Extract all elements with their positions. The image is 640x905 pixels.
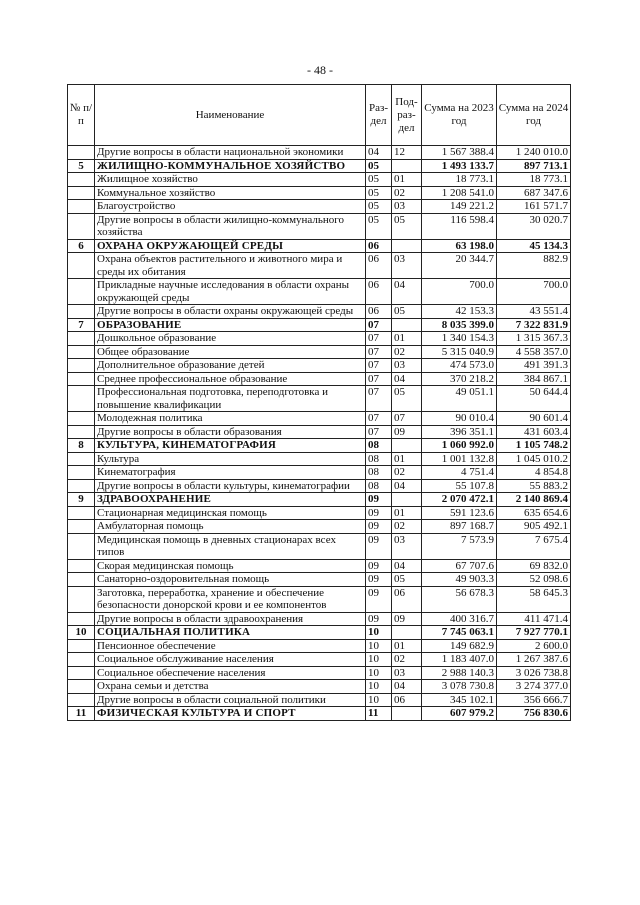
row-sum-2023: 42 153.3 bbox=[422, 305, 497, 319]
row-sum-2023: 7 745 063.1 bbox=[422, 626, 497, 640]
row-number bbox=[68, 386, 95, 412]
row-name: Молодежная политика bbox=[95, 412, 366, 426]
row-razdel: 07 bbox=[366, 332, 392, 346]
header-name: Наименование bbox=[95, 85, 366, 146]
table-body bbox=[68, 146, 571, 721]
row-razdel: 10 bbox=[366, 666, 392, 680]
table-row bbox=[68, 693, 571, 707]
row-name: Стационарная медицинская помощь bbox=[95, 506, 366, 520]
row-number bbox=[68, 466, 95, 480]
row-number bbox=[68, 559, 95, 573]
row-name: Скорая медицинская помощь bbox=[95, 559, 366, 573]
row-sum-2024: 45 134.3 bbox=[497, 239, 571, 253]
row-razdel: 06 bbox=[366, 279, 392, 305]
row-sum-2024: 411 471.4 bbox=[497, 612, 571, 626]
row-number: 5 bbox=[68, 159, 95, 173]
row-sum-2023: 1 208 541.0 bbox=[422, 186, 497, 200]
row-sum-2023: 1 001 132.8 bbox=[422, 452, 497, 466]
row-name: Другие вопросы в области культуры, кинематографии bbox=[95, 479, 366, 493]
row-podrazdel bbox=[392, 626, 422, 640]
row-sum-2024: 7 675.4 bbox=[497, 533, 571, 559]
row-sum-2024: 4 558 357.0 bbox=[497, 345, 571, 359]
row-sum-2024: 69 832.0 bbox=[497, 559, 571, 573]
row-sum-2023: 1 183 407.0 bbox=[422, 653, 497, 667]
table-row bbox=[68, 653, 571, 667]
table-row bbox=[68, 186, 571, 200]
table-row bbox=[68, 279, 571, 305]
section-row bbox=[68, 439, 571, 453]
table-row bbox=[68, 452, 571, 466]
header-num: № п/п bbox=[68, 85, 95, 146]
row-number bbox=[68, 533, 95, 559]
row-podrazdel bbox=[392, 493, 422, 507]
row-sum-2023: 370 218.2 bbox=[422, 372, 497, 386]
row-sum-2024: 50 644.4 bbox=[497, 386, 571, 412]
row-razdel: 08 bbox=[366, 479, 392, 493]
row-number: 6 bbox=[68, 239, 95, 253]
row-razdel: 09 bbox=[366, 520, 392, 534]
row-sum-2023: 4 751.4 bbox=[422, 466, 497, 480]
row-razdel: 07 bbox=[366, 359, 392, 373]
row-number bbox=[68, 253, 95, 279]
row-podrazdel: 04 bbox=[392, 479, 422, 493]
row-name: Прикладные научные исследования в области охраны окружающей среды bbox=[95, 279, 366, 305]
row-podrazdel: 04 bbox=[392, 559, 422, 573]
row-razdel: 07 bbox=[366, 425, 392, 439]
table-row bbox=[68, 386, 571, 412]
row-podrazdel: 03 bbox=[392, 533, 422, 559]
row-name: Коммунальное хозяйство bbox=[95, 186, 366, 200]
row-sum-2024: 161 571.7 bbox=[497, 200, 571, 214]
row-podrazdel: 09 bbox=[392, 425, 422, 439]
row-number bbox=[68, 506, 95, 520]
row-sum-2023: 345 102.1 bbox=[422, 693, 497, 707]
row-razdel: 09 bbox=[366, 612, 392, 626]
table-row bbox=[68, 533, 571, 559]
table-row bbox=[68, 412, 571, 426]
row-podrazdel: 01 bbox=[392, 173, 422, 187]
table-row bbox=[68, 425, 571, 439]
row-podrazdel bbox=[392, 439, 422, 453]
table-row bbox=[68, 200, 571, 214]
row-razdel: 09 bbox=[366, 506, 392, 520]
row-sum-2023: 90 010.4 bbox=[422, 412, 497, 426]
row-podrazdel: 03 bbox=[392, 200, 422, 214]
row-sum-2024: 1 267 387.6 bbox=[497, 653, 571, 667]
row-razdel: 09 bbox=[366, 586, 392, 612]
row-sum-2023: 49 903.3 bbox=[422, 573, 497, 587]
row-number bbox=[68, 693, 95, 707]
row-name: Дополнительное образование детей bbox=[95, 359, 366, 373]
row-number bbox=[68, 372, 95, 386]
header-razdel: Раз-дел bbox=[366, 85, 392, 146]
row-number bbox=[68, 639, 95, 653]
table-row bbox=[68, 680, 571, 694]
table-row bbox=[68, 146, 571, 160]
row-number bbox=[68, 305, 95, 319]
row-razdel: 07 bbox=[366, 345, 392, 359]
row-number bbox=[68, 186, 95, 200]
page-number: - 48 - bbox=[307, 63, 333, 77]
row-number bbox=[68, 359, 95, 373]
row-sum-2024: 384 867.1 bbox=[497, 372, 571, 386]
row-number bbox=[68, 200, 95, 214]
row-number bbox=[68, 612, 95, 626]
row-name: ЗДРАВООХРАНЕНИЕ bbox=[95, 493, 366, 507]
row-razdel: 07 bbox=[366, 386, 392, 412]
row-name: Амбулаторная помощь bbox=[95, 520, 366, 534]
row-podrazdel: 01 bbox=[392, 506, 422, 520]
row-name: Социальное обслуживание населения bbox=[95, 653, 366, 667]
row-number bbox=[68, 680, 95, 694]
row-razdel: 06 bbox=[366, 253, 392, 279]
row-razdel: 09 bbox=[366, 573, 392, 587]
section-row bbox=[68, 707, 571, 721]
row-name: Пенсионное обеспечение bbox=[95, 639, 366, 653]
table-row bbox=[68, 586, 571, 612]
row-name: Охрана объектов растительного и животного мира и среды их обитания bbox=[95, 253, 366, 279]
row-sum-2024: 2 600.0 bbox=[497, 639, 571, 653]
row-name: Кинематография bbox=[95, 466, 366, 480]
row-razdel: 05 bbox=[366, 200, 392, 214]
table-header-row bbox=[68, 85, 571, 146]
row-name: Другие вопросы в области здравоохранения bbox=[95, 612, 366, 626]
row-sum-2023: 700.0 bbox=[422, 279, 497, 305]
table-row bbox=[68, 332, 571, 346]
row-podrazdel: 03 bbox=[392, 666, 422, 680]
row-sum-2023: 67 707.6 bbox=[422, 559, 497, 573]
row-podrazdel: 06 bbox=[392, 693, 422, 707]
row-razdel: 10 bbox=[366, 693, 392, 707]
row-podrazdel: 02 bbox=[392, 345, 422, 359]
row-number: 11 bbox=[68, 707, 95, 721]
row-razdel: 05 bbox=[366, 213, 392, 239]
row-sum-2023: 474 573.0 bbox=[422, 359, 497, 373]
row-razdel: 10 bbox=[366, 680, 392, 694]
row-sum-2023: 149 682.9 bbox=[422, 639, 497, 653]
row-razdel: 05 bbox=[366, 186, 392, 200]
row-sum-2024: 18 773.1 bbox=[497, 173, 571, 187]
row-sum-2024: 7 322 831.9 bbox=[497, 318, 571, 332]
row-razdel: 09 bbox=[366, 493, 392, 507]
row-number bbox=[68, 213, 95, 239]
row-sum-2023: 149 221.2 bbox=[422, 200, 497, 214]
row-razdel: 04 bbox=[366, 146, 392, 160]
table-row bbox=[68, 506, 571, 520]
row-number bbox=[68, 573, 95, 587]
section-row bbox=[68, 626, 571, 640]
row-podrazdel: 03 bbox=[392, 253, 422, 279]
row-razdel: 10 bbox=[366, 639, 392, 653]
table-row bbox=[68, 372, 571, 386]
row-razdel: 10 bbox=[366, 626, 392, 640]
row-sum-2023: 1 060 992.0 bbox=[422, 439, 497, 453]
row-number: 7 bbox=[68, 318, 95, 332]
row-sum-2024: 90 601.4 bbox=[497, 412, 571, 426]
table-row bbox=[68, 359, 571, 373]
row-razdel: 08 bbox=[366, 439, 392, 453]
header-sum-2024: Сумма на 2024 год bbox=[497, 85, 571, 146]
row-sum-2024: 3 026 738.8 bbox=[497, 666, 571, 680]
row-number bbox=[68, 452, 95, 466]
row-sum-2024: 1 045 010.2 bbox=[497, 452, 571, 466]
row-number bbox=[68, 412, 95, 426]
row-sum-2023: 49 051.1 bbox=[422, 386, 497, 412]
table-row bbox=[68, 639, 571, 653]
row-number: 8 bbox=[68, 439, 95, 453]
row-razdel: 11 bbox=[366, 707, 392, 721]
row-name: Профессиональная подготовка, переподготовка и повышение квалификации bbox=[95, 386, 366, 412]
row-podrazdel bbox=[392, 239, 422, 253]
row-sum-2024: 687 347.6 bbox=[497, 186, 571, 200]
row-sum-2024: 4 854.8 bbox=[497, 466, 571, 480]
row-podrazdel: 01 bbox=[392, 452, 422, 466]
row-razdel: 09 bbox=[366, 559, 392, 573]
row-sum-2024: 431 603.4 bbox=[497, 425, 571, 439]
table-row bbox=[68, 612, 571, 626]
row-sum-2024: 3 274 377.0 bbox=[497, 680, 571, 694]
row-sum-2023: 2 988 140.3 bbox=[422, 666, 497, 680]
row-sum-2024: 1 105 748.2 bbox=[497, 439, 571, 453]
row-number bbox=[68, 666, 95, 680]
row-name: Культура bbox=[95, 452, 366, 466]
row-sum-2023: 7 573.9 bbox=[422, 533, 497, 559]
row-number bbox=[68, 653, 95, 667]
row-sum-2023: 1 340 154.3 bbox=[422, 332, 497, 346]
row-name: Общее образование bbox=[95, 345, 366, 359]
row-razdel: 07 bbox=[366, 412, 392, 426]
row-podrazdel bbox=[392, 707, 422, 721]
row-sum-2023: 1 567 388.4 bbox=[422, 146, 497, 160]
row-podrazdel: 06 bbox=[392, 586, 422, 612]
row-razdel: 08 bbox=[366, 466, 392, 480]
row-name: Жилищное хозяйство bbox=[95, 173, 366, 187]
row-name: Другие вопросы в области охраны окружающей среды bbox=[95, 305, 366, 319]
section-row bbox=[68, 159, 571, 173]
row-sum-2024: 55 883.2 bbox=[497, 479, 571, 493]
row-podrazdel: 07 bbox=[392, 412, 422, 426]
row-sum-2023: 20 344.7 bbox=[422, 253, 497, 279]
table-row bbox=[68, 173, 571, 187]
row-number bbox=[68, 520, 95, 534]
row-sum-2024: 58 645.3 bbox=[497, 586, 571, 612]
header-podrazdel: Под-раз-дел bbox=[392, 85, 422, 146]
row-razdel: 07 bbox=[366, 318, 392, 332]
section-row bbox=[68, 239, 571, 253]
row-podrazdel: 09 bbox=[392, 612, 422, 626]
row-number bbox=[68, 279, 95, 305]
table-row bbox=[68, 666, 571, 680]
row-name: Заготовка, переработка, хранение и обеспечение безопасности донорской крови и ее компонентов bbox=[95, 586, 366, 612]
row-podrazdel: 04 bbox=[392, 372, 422, 386]
row-podrazdel: 12 bbox=[392, 146, 422, 160]
row-razdel: 09 bbox=[366, 533, 392, 559]
row-sum-2024: 2 140 869.4 bbox=[497, 493, 571, 507]
row-sum-2023: 56 678.3 bbox=[422, 586, 497, 612]
row-podrazdel: 02 bbox=[392, 520, 422, 534]
row-name: Медицинская помощь в дневных стационарах всех типов bbox=[95, 533, 366, 559]
row-name: Другие вопросы в области социальной политики bbox=[95, 693, 366, 707]
row-number bbox=[68, 425, 95, 439]
row-podrazdel: 01 bbox=[392, 332, 422, 346]
row-razdel: 07 bbox=[366, 372, 392, 386]
row-sum-2024: 7 927 770.1 bbox=[497, 626, 571, 640]
row-razdel: 05 bbox=[366, 159, 392, 173]
row-sum-2023: 400 316.7 bbox=[422, 612, 497, 626]
row-podrazdel: 04 bbox=[392, 279, 422, 305]
row-name: КУЛЬТУРА, КИНЕМАТОГРАФИЯ bbox=[95, 439, 366, 453]
row-sum-2023: 116 598.4 bbox=[422, 213, 497, 239]
table-row bbox=[68, 573, 571, 587]
row-podrazdel: 03 bbox=[392, 359, 422, 373]
row-name: Другие вопросы в области жилищно-коммунального хозяйства bbox=[95, 213, 366, 239]
table-row bbox=[68, 466, 571, 480]
row-sum-2023: 5 315 040.9 bbox=[422, 345, 497, 359]
section-row bbox=[68, 318, 571, 332]
row-sum-2024: 356 666.7 bbox=[497, 693, 571, 707]
row-podrazdel: 04 bbox=[392, 680, 422, 694]
row-sum-2024: 1 315 367.3 bbox=[497, 332, 571, 346]
row-name: Другие вопросы в области образования bbox=[95, 425, 366, 439]
row-sum-2024: 756 830.6 bbox=[497, 707, 571, 721]
row-razdel: 06 bbox=[366, 305, 392, 319]
row-number bbox=[68, 345, 95, 359]
row-name: Социальное обеспечение населения bbox=[95, 666, 366, 680]
row-number bbox=[68, 332, 95, 346]
row-sum-2023: 2 070 472.1 bbox=[422, 493, 497, 507]
row-name: Благоустройство bbox=[95, 200, 366, 214]
row-sum-2024: 43 551.4 bbox=[497, 305, 571, 319]
row-name: ЖИЛИЩНО-КОММУНАЛЬНОЕ ХОЗЯЙСТВО bbox=[95, 159, 366, 173]
row-podrazdel: 05 bbox=[392, 213, 422, 239]
row-podrazdel bbox=[392, 318, 422, 332]
row-number bbox=[68, 479, 95, 493]
row-razdel: 08 bbox=[366, 452, 392, 466]
row-podrazdel: 01 bbox=[392, 639, 422, 653]
row-sum-2023: 55 107.8 bbox=[422, 479, 497, 493]
row-name: Охрана семьи и детства bbox=[95, 680, 366, 694]
row-sum-2023: 591 123.6 bbox=[422, 506, 497, 520]
row-number bbox=[68, 586, 95, 612]
row-sum-2024: 1 240 010.0 bbox=[497, 146, 571, 160]
row-sum-2023: 8 035 399.0 bbox=[422, 318, 497, 332]
row-name: Санаторно-оздоровительная помощь bbox=[95, 573, 366, 587]
table-row bbox=[68, 253, 571, 279]
row-podrazdel bbox=[392, 159, 422, 173]
row-sum-2023: 396 351.1 bbox=[422, 425, 497, 439]
row-sum-2023: 3 078 730.8 bbox=[422, 680, 497, 694]
table-row bbox=[68, 213, 571, 239]
row-name: ОХРАНА ОКРУЖАЮЩЕЙ СРЕДЫ bbox=[95, 239, 366, 253]
row-name: Дошкольное образование bbox=[95, 332, 366, 346]
row-number bbox=[68, 146, 95, 160]
row-podrazdel: 02 bbox=[392, 186, 422, 200]
budget-table bbox=[67, 84, 571, 721]
row-sum-2024: 635 654.6 bbox=[497, 506, 571, 520]
table-row bbox=[68, 345, 571, 359]
row-sum-2024: 52 098.6 bbox=[497, 573, 571, 587]
row-number: 9 bbox=[68, 493, 95, 507]
row-sum-2024: 30 020.7 bbox=[497, 213, 571, 239]
table-row bbox=[68, 305, 571, 319]
row-sum-2023: 63 198.0 bbox=[422, 239, 497, 253]
row-podrazdel: 05 bbox=[392, 305, 422, 319]
row-sum-2024: 897 713.1 bbox=[497, 159, 571, 173]
row-podrazdel: 05 bbox=[392, 573, 422, 587]
table-row bbox=[68, 479, 571, 493]
row-podrazdel: 02 bbox=[392, 653, 422, 667]
row-number bbox=[68, 173, 95, 187]
row-sum-2024: 491 391.3 bbox=[497, 359, 571, 373]
row-sum-2024: 882.9 bbox=[497, 253, 571, 279]
row-razdel: 06 bbox=[366, 239, 392, 253]
row-name: СОЦИАЛЬНАЯ ПОЛИТИКА bbox=[95, 626, 366, 640]
row-razdel: 05 bbox=[366, 173, 392, 187]
row-name: ОБРАЗОВАНИЕ bbox=[95, 318, 366, 332]
row-name: Среднее профессиональное образование bbox=[95, 372, 366, 386]
row-name: Другие вопросы в области национальной экономики bbox=[95, 146, 366, 160]
row-sum-2023: 18 773.1 bbox=[422, 173, 497, 187]
row-podrazdel: 02 bbox=[392, 466, 422, 480]
row-razdel: 10 bbox=[366, 653, 392, 667]
section-row bbox=[68, 493, 571, 507]
row-podrazdel: 05 bbox=[392, 386, 422, 412]
row-sum-2023: 1 493 133.7 bbox=[422, 159, 497, 173]
row-sum-2023: 897 168.7 bbox=[422, 520, 497, 534]
table-row bbox=[68, 520, 571, 534]
header-sum-2023: Сумма на 2023 год bbox=[422, 85, 497, 146]
table-row bbox=[68, 559, 571, 573]
row-number: 10 bbox=[68, 626, 95, 640]
row-sum-2024: 700.0 bbox=[497, 279, 571, 305]
row-sum-2023: 607 979.2 bbox=[422, 707, 497, 721]
row-sum-2024: 905 492.1 bbox=[497, 520, 571, 534]
row-name: ФИЗИЧЕСКАЯ КУЛЬТУРА И СПОРТ bbox=[95, 707, 366, 721]
